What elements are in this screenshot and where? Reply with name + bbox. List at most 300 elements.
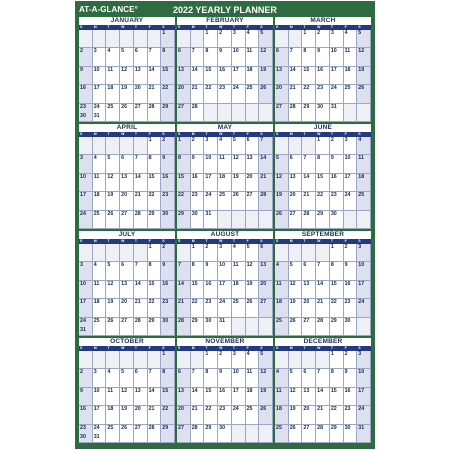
day-number: 23 [162, 299, 169, 306]
empty-day-cell [289, 30, 303, 48]
empty-day-cell [120, 244, 134, 262]
day-cell [302, 406, 316, 424]
day-cell [344, 369, 358, 387]
day-cell [148, 67, 162, 85]
weekday-label: T [303, 239, 306, 243]
day-cell [161, 244, 175, 262]
day-number: 17 [232, 387, 239, 394]
day-number: 3 [344, 137, 348, 143]
empty-day-cell [134, 351, 148, 369]
day-cell [330, 174, 344, 192]
day-number: 11 [276, 280, 282, 287]
day-cell [259, 137, 273, 155]
day-number: 29 [162, 424, 169, 431]
weekday-label: S [80, 239, 83, 243]
day-number: 23 [80, 103, 86, 110]
day-cell [275, 85, 289, 103]
weekday-label: F [344, 25, 347, 29]
day-cell [246, 137, 260, 155]
day-cell [191, 388, 205, 406]
month-june [275, 124, 371, 229]
day-cell [275, 406, 289, 424]
weekday-label: T [232, 132, 235, 136]
day-number: 11 [276, 387, 282, 394]
day-number: 11 [93, 173, 100, 180]
day-cell [79, 262, 93, 280]
day-cell [232, 155, 246, 173]
day-number: 10 [232, 369, 239, 376]
day-cell [344, 262, 358, 280]
day-number: 13 [303, 387, 310, 394]
day-number: 2 [344, 244, 348, 250]
day-number: 20 [276, 85, 282, 92]
day-cell [218, 351, 232, 369]
day-cell [191, 406, 205, 424]
day-cell [120, 211, 134, 229]
day-number: 15 [148, 280, 155, 287]
day-number: 30 [205, 317, 212, 324]
day-number: 11 [107, 387, 114, 394]
weekday-label: S [162, 346, 165, 350]
day-cell [177, 174, 191, 192]
day-cell [232, 299, 246, 317]
day-cell [289, 192, 303, 210]
day-cell [204, 67, 218, 85]
day-cell [275, 155, 289, 173]
day-number: 25 [219, 192, 226, 199]
day-number: 3 [219, 244, 223, 250]
day-number: 21 [289, 85, 296, 92]
day-cell [330, 155, 344, 173]
empty-day-cell [232, 425, 246, 443]
day-cell [79, 48, 93, 66]
day-number: 17 [219, 280, 226, 287]
month-name: JANUARY [110, 17, 144, 24]
day-cell [120, 262, 134, 280]
day-cell [289, 318, 303, 336]
weekday-label: T [330, 25, 333, 29]
day-cell [316, 425, 330, 443]
weekday-label: M [289, 346, 293, 350]
day-cell [93, 318, 107, 336]
day-cell [316, 137, 330, 155]
day-number: 12 [121, 66, 128, 73]
day-number: 21 [317, 299, 324, 306]
weekday-label: M [93, 239, 97, 243]
day-cell [120, 406, 134, 424]
day-number: 5 [289, 369, 293, 376]
day-cell [106, 67, 120, 85]
day-cell [120, 281, 134, 299]
day-number: 17 [93, 85, 100, 92]
day-cell [275, 369, 289, 387]
day-number: 27 [178, 424, 184, 431]
day-cell [344, 137, 358, 155]
day-number: 28 [134, 317, 141, 324]
weekday-label: T [107, 25, 110, 29]
month-march [275, 17, 371, 122]
day-cell [106, 406, 120, 424]
day-number: 19 [260, 387, 267, 394]
day-number: 6 [134, 369, 138, 376]
day-number: 21 [191, 406, 198, 413]
day-number: 24 [344, 192, 351, 199]
day-number: 24 [232, 85, 239, 92]
day-number: 20 [303, 299, 310, 306]
day-cell [302, 155, 316, 173]
day-number: 23 [219, 406, 226, 413]
weekday-label: F [148, 25, 151, 29]
months-grid [79, 17, 371, 443]
day-number: 9 [317, 48, 321, 55]
empty-day-cell [191, 30, 205, 48]
day-number: 13 [121, 173, 128, 180]
day-cell [302, 211, 316, 229]
day-cell [330, 281, 344, 299]
day-number: 25 [276, 317, 282, 324]
day-number: 13 [303, 280, 310, 287]
day-number: 5 [246, 244, 250, 250]
day-number: 20 [289, 192, 296, 199]
day-number: 7 [134, 155, 138, 162]
day-number: 20 [260, 280, 267, 287]
day-number: 30 [219, 424, 226, 431]
weekday-label: T [205, 346, 208, 350]
day-number: 10 [330, 48, 337, 55]
day-number: 7 [178, 262, 181, 269]
day-cell [93, 406, 107, 424]
day-cell [161, 281, 175, 299]
weekday-label: F [246, 132, 249, 136]
day-number: 15 [191, 280, 198, 287]
day-number: 14 [178, 280, 184, 287]
empty-day-cell [246, 318, 260, 336]
weekday-label: F [148, 239, 151, 243]
day-number: 18 [344, 66, 351, 73]
day-number: 22 [330, 299, 337, 306]
day-cell [161, 211, 175, 229]
day-number: 18 [107, 85, 114, 92]
empty-day-cell [275, 30, 289, 48]
day-number: 25 [344, 85, 351, 92]
empty-day-cell [79, 30, 93, 48]
weekday-label: T [232, 346, 235, 350]
day-number: 26 [232, 192, 239, 199]
day-cell [79, 406, 93, 424]
day-cell [330, 67, 344, 85]
day-cell [191, 67, 205, 85]
day-number: 2 [162, 244, 166, 250]
empty-day-cell [357, 211, 371, 229]
day-number: 5 [107, 155, 111, 162]
day-cell [79, 369, 93, 387]
day-number: 22 [148, 192, 155, 199]
day-number: 27 [303, 317, 310, 324]
empty-day-cell [106, 137, 120, 155]
day-cell [357, 425, 371, 443]
day-cell [148, 281, 162, 299]
day-cell [232, 244, 246, 262]
empty-day-cell [289, 351, 303, 369]
day-cell [191, 425, 205, 443]
day-cell [259, 351, 273, 369]
day-number: 16 [219, 387, 226, 394]
day-cell [191, 299, 205, 317]
day-cell [246, 192, 260, 210]
day-cell [191, 155, 205, 173]
weekday-label: S [276, 132, 279, 136]
day-number: 14 [317, 280, 324, 287]
month-name: MAY [217, 124, 233, 131]
weekday-label: T [330, 346, 333, 350]
empty-day-cell [106, 244, 120, 262]
day-number: 8 [162, 48, 166, 55]
day-cell [161, 30, 175, 48]
day-number: 26 [121, 424, 128, 431]
weekday-label: W [121, 239, 125, 243]
day-number: 23 [191, 192, 198, 199]
day-cell [289, 299, 303, 317]
weekday-label: M [191, 239, 195, 243]
empty-day-cell [218, 211, 232, 229]
day-cell [232, 406, 246, 424]
day-number: 16 [162, 173, 169, 180]
day-cell [161, 155, 175, 173]
day-number: 1 [162, 351, 166, 357]
weekday-label: M [93, 25, 97, 29]
month-november [177, 338, 273, 443]
day-cell [161, 262, 175, 280]
day-cell [134, 174, 148, 192]
empty-day-cell [106, 351, 120, 369]
day-number: 6 [246, 137, 250, 143]
weekday-label: S [358, 132, 361, 136]
month-december [275, 338, 371, 443]
day-cell [120, 388, 134, 406]
weekday-label: S [358, 346, 361, 350]
day-cell [106, 85, 120, 103]
day-number: 9 [219, 48, 223, 55]
day-cell [302, 262, 316, 280]
day-cell [289, 48, 303, 66]
weekday-label: S [358, 25, 361, 29]
day-number: 1 [162, 30, 166, 36]
day-cell [177, 192, 191, 210]
day-number: 31 [80, 326, 86, 333]
day-number: 13 [246, 155, 253, 162]
day-cell [302, 369, 316, 387]
day-number: 12 [107, 173, 114, 180]
day-number: 25 [276, 424, 282, 431]
day-cell [302, 388, 316, 406]
day-number: 28 [178, 317, 184, 324]
day-number: 23 [344, 299, 351, 306]
day-cell [161, 174, 175, 192]
day-number: 11 [344, 48, 351, 55]
day-cell [302, 85, 316, 103]
day-number: 19 [121, 85, 128, 92]
day-cell [106, 369, 120, 387]
day-cell [204, 299, 218, 317]
day-number: 26 [107, 210, 114, 217]
weekday-label: M [93, 132, 97, 136]
month-name: SEPTEMBER [301, 231, 345, 238]
day-number: 11 [219, 155, 225, 162]
day-number: 12 [358, 48, 365, 55]
day-number: 18 [358, 173, 365, 180]
day-cell [344, 85, 358, 103]
weekday-label: W [317, 346, 321, 350]
day-cell [344, 281, 358, 299]
empty-day-cell [259, 318, 273, 336]
day-number: 17 [358, 280, 365, 287]
day-number: 4 [276, 369, 279, 376]
day-cell [204, 351, 218, 369]
empty-day-cell [204, 104, 218, 122]
day-number: 31 [205, 210, 212, 217]
day-number: 2 [219, 30, 223, 36]
day-cell [177, 85, 191, 103]
day-cell [289, 174, 303, 192]
day-number: 5 [121, 48, 125, 55]
day-cell [275, 67, 289, 85]
day-number: 15 [162, 387, 169, 394]
day-number: 30 [191, 210, 198, 217]
day-cell [120, 425, 134, 443]
day-cell [134, 67, 148, 85]
day-cell [177, 388, 191, 406]
day-number: 16 [330, 173, 337, 180]
day-cell [204, 425, 218, 443]
day-cell [120, 155, 134, 173]
empty-day-cell [259, 104, 273, 122]
day-cell [106, 211, 120, 229]
day-cell [93, 104, 107, 122]
day-cell [177, 67, 191, 85]
day-number: 5 [121, 369, 125, 376]
day-cell [191, 281, 205, 299]
day-number: 31 [219, 317, 226, 324]
day-number: 28 [303, 210, 310, 217]
day-cell [316, 48, 330, 66]
day-number: 15 [330, 387, 337, 394]
day-number: 16 [317, 66, 324, 73]
day-cell [275, 318, 289, 336]
day-number: 23 [330, 192, 337, 199]
weekday-label: F [344, 132, 347, 136]
day-cell [246, 174, 260, 192]
day-cell [134, 155, 148, 173]
day-number: 2 [317, 30, 321, 36]
day-number: 28 [317, 317, 324, 324]
day-cell [148, 155, 162, 173]
empty-day-cell [93, 244, 107, 262]
day-number: 13 [276, 66, 282, 73]
weekday-label: S [162, 132, 165, 136]
empty-day-cell [357, 104, 371, 122]
day-cell [316, 67, 330, 85]
day-cell [302, 299, 316, 317]
day-number: 8 [162, 369, 166, 376]
empty-day-cell [148, 351, 162, 369]
day-number: 12 [121, 387, 128, 394]
day-cell [204, 30, 218, 48]
day-number: 4 [107, 369, 111, 376]
day-number: 22 [162, 85, 169, 92]
day-number: 9 [344, 369, 348, 376]
day-cell [344, 406, 358, 424]
weekday-label: W [317, 132, 321, 136]
day-cell [134, 318, 148, 336]
day-cell [93, 369, 107, 387]
day-cell [330, 351, 344, 369]
day-cell [161, 192, 175, 210]
empty-day-cell [357, 318, 371, 336]
day-number: 29 [205, 424, 212, 431]
day-cell [204, 211, 218, 229]
day-number: 9 [205, 262, 209, 269]
weekday-label: W [219, 346, 223, 350]
weekday-label: T [134, 25, 137, 29]
day-number: 24 [232, 406, 239, 413]
day-number: 22 [162, 406, 169, 413]
day-number: 14 [317, 387, 324, 394]
day-cell [218, 262, 232, 280]
day-cell [344, 318, 358, 336]
day-cell [316, 262, 330, 280]
empty-day-cell [259, 425, 273, 443]
day-cell [177, 155, 191, 173]
day-cell [232, 192, 246, 210]
day-cell [246, 369, 260, 387]
day-number: 7 [289, 48, 293, 55]
brand-logo: AT-A-GLANCE° [79, 5, 138, 14]
weekday-label: S [276, 25, 279, 29]
day-number: 14 [148, 387, 155, 394]
day-cell [148, 299, 162, 317]
weekday-label: M [191, 132, 195, 136]
day-number: 20 [134, 406, 141, 413]
day-cell [79, 104, 93, 122]
day-number: 12 [289, 280, 296, 287]
weekday-label: S [178, 239, 181, 243]
day-number: 24 [205, 192, 212, 199]
day-number: 10 [358, 262, 365, 269]
day-number: 23 [162, 192, 169, 199]
weekday-label: F [246, 25, 249, 29]
day-cell [148, 406, 162, 424]
day-number: 3 [358, 244, 362, 250]
day-number: 13 [134, 66, 141, 73]
day-cell [93, 48, 107, 66]
day-number: 20 [246, 173, 253, 180]
weekday-label: T [134, 132, 137, 136]
day-cell [289, 211, 303, 229]
day-cell [148, 262, 162, 280]
day-number: 12 [246, 262, 253, 269]
day-number: 31 [93, 433, 100, 440]
empty-day-cell [93, 137, 107, 155]
empty-day-cell [275, 137, 289, 155]
day-cell [246, 155, 260, 173]
day-cell [204, 281, 218, 299]
day-number: 1 [205, 351, 209, 357]
day-number: 10 [93, 66, 100, 73]
day-cell [120, 318, 134, 336]
day-number: 17 [93, 406, 100, 413]
empty-day-cell [120, 351, 134, 369]
day-number: 4 [107, 48, 111, 55]
